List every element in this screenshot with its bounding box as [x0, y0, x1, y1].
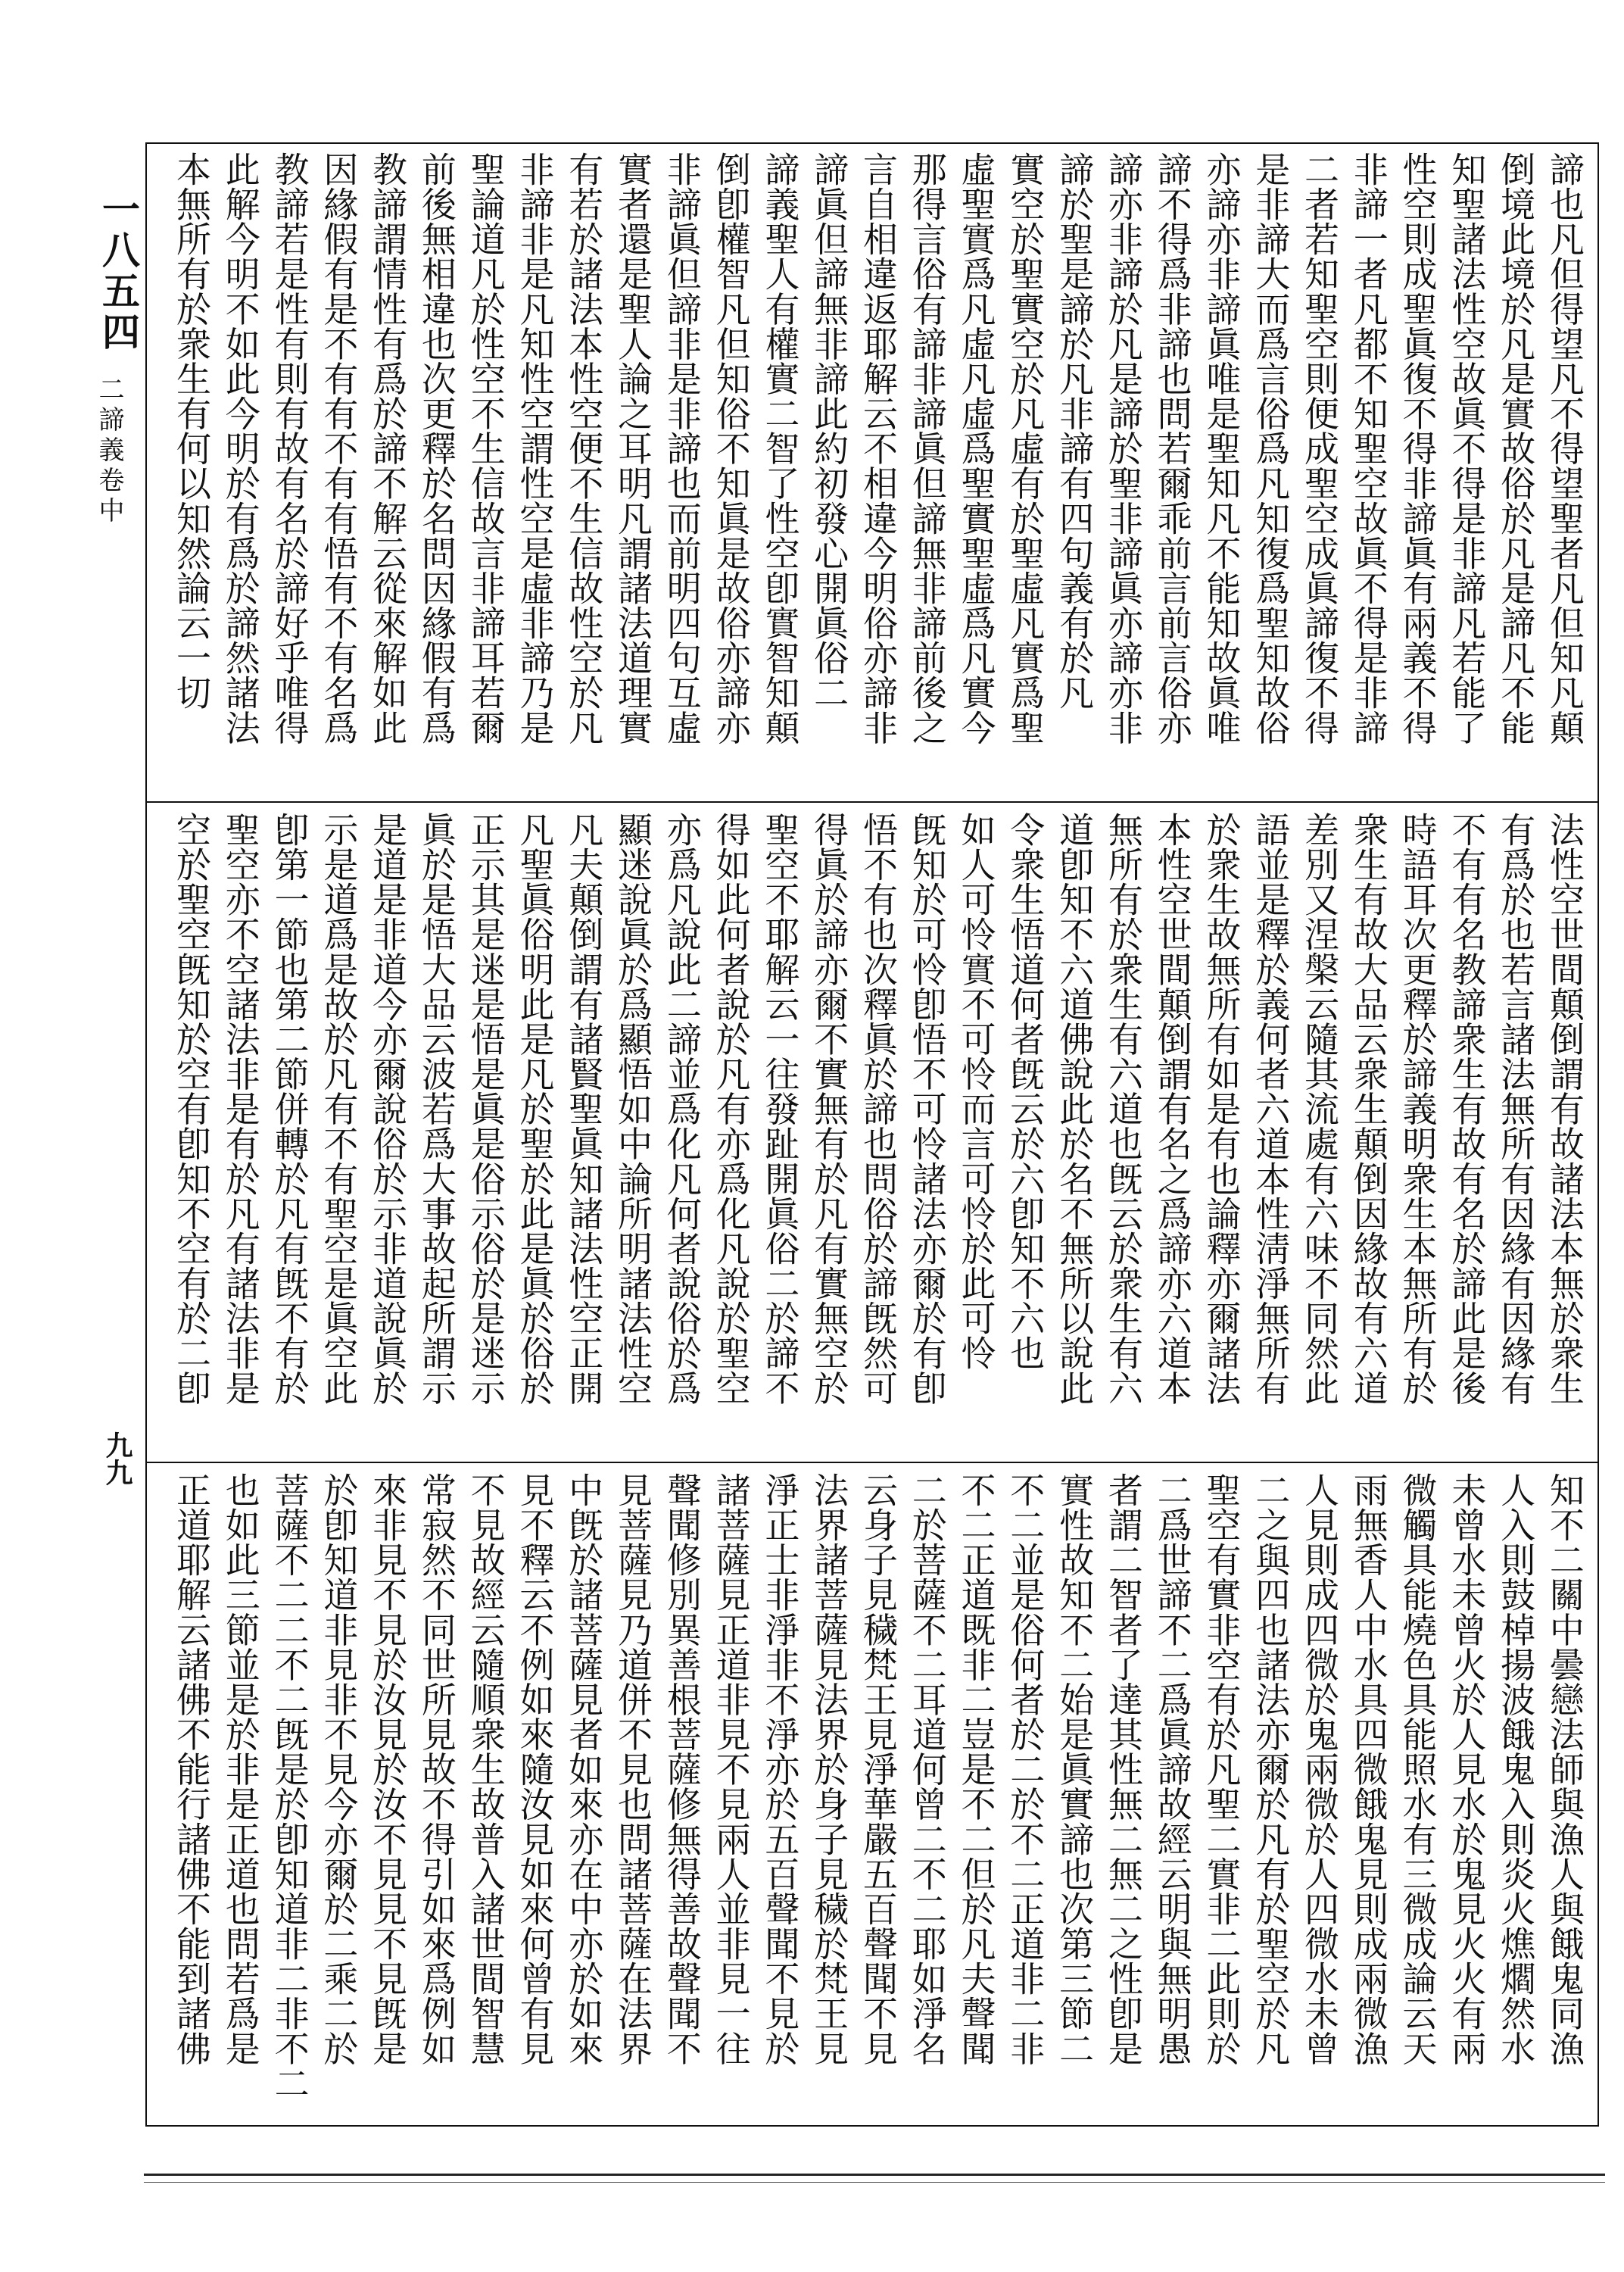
text-column: 那得言俗有諦非諦眞但諦無非諦前後之 — [906, 151, 948, 745]
text-column: 語並是釋於義何者六道本性淸淨無所有 — [1250, 812, 1292, 1406]
text-column: 前後無相違也次更釋於名問因緣假有爲 — [416, 151, 457, 745]
text-column: 微觸具能燒色具能照水有三微成論云天 — [1397, 1472, 1439, 2066]
text-column: 菩薩不二二不二旣是於卽知道非二非不二 — [269, 1472, 310, 2101]
text-column: 也如此三節並是於非是正道也問若爲是 — [220, 1472, 261, 2066]
text-column: 衆生有故大品云衆生顛倒因緣故有六道 — [1348, 812, 1389, 1406]
text-column: 諸菩薩見正道非見不見兩人並非見一往 — [710, 1472, 752, 2066]
text-column: 旣知於可怜卽悟不可怜諸法亦爾於有卽 — [906, 812, 948, 1406]
text-column: 不見故經云隨順衆生故普入諸世間智慧 — [465, 1472, 507, 2066]
text-column: 如人可怜實不可怜而言可怜於此可怜 — [955, 812, 997, 1371]
text-column: 諦眞但諦無非諦此約初發心開眞俗二 — [809, 151, 850, 710]
text-column: 虛聖實爲凡虛凡虛爲聖實聖虛爲凡實今 — [955, 151, 997, 745]
text-column: 聲聞修別異善根菩薩修無得善故聲聞不 — [661, 1472, 703, 2066]
text-column: 不有有名教諦衆生有故有名於諦此是後 — [1446, 812, 1488, 1406]
text-column: 時語耳次更釋於諦義明衆生本無所有於 — [1397, 812, 1439, 1406]
text-column: 是非諦大而爲言俗爲凡知復爲聖知故俗 — [1250, 151, 1292, 745]
text-column: 顯迷說眞於爲顯悟如中論所明諸法性空 — [613, 812, 654, 1406]
text-column: 聖空有實非空有於凡聖二實非二此則於 — [1201, 1472, 1242, 2066]
text-column: 二爲世諦不二爲眞諦故經云明與無明愚 — [1152, 1472, 1193, 2066]
text-column: 令衆生悟道何者旣云於六卽知不六也 — [1005, 812, 1046, 1371]
text-column: 諦不得爲非諦也問若爾乖前言前言俗亦 — [1152, 151, 1193, 745]
text-column: 示是道爲是故於凡有不有聖空是眞空此 — [318, 812, 360, 1406]
text-column: 知聖諸法性空故眞不得是非諦凡若能了 — [1446, 151, 1488, 745]
text-column: 非諦眞但諦非是非諦也而前明四句互虛 — [661, 151, 703, 745]
text-column: 於衆生故無所有如是有也論釋亦爾諸法 — [1201, 812, 1242, 1406]
text-register-bottom — [171, 1472, 1585, 2112]
text-column: 差別又涅槃云隨其流處有六味不同然此 — [1298, 812, 1340, 1406]
text-column: 得眞於諦亦爾不實無有於凡有實無空於 — [809, 812, 850, 1406]
text-column: 見菩薩見乃道併不見也問諸菩薩在法界 — [613, 1472, 654, 2066]
text-column: 本性空世間顛倒謂有名之爲諦亦六道本 — [1152, 812, 1193, 1406]
text-column: 見不釋云不例如來隨汝見如來何曾有見 — [514, 1472, 556, 2066]
text-column: 諦義聖人有權實二智了性空卽實智知顛 — [759, 151, 801, 745]
text-column: 諦亦非諦於凡是諦於聖非諦眞亦諦亦非 — [1102, 151, 1144, 745]
text-column: 非諦非是凡知性空謂性空是虛非諦乃是 — [514, 151, 556, 745]
text-column: 聖空亦不空諸法非是有於凡有諸法非是 — [220, 812, 261, 1406]
register-divider-1 — [145, 801, 1599, 803]
text-column: 卽第一節也第二節併轉於凡有旣不有於 — [269, 812, 310, 1406]
text-register-middle — [171, 812, 1585, 1452]
text-column: 聖論道凡於性空不生信故言非諦耳若爾 — [465, 151, 507, 745]
margin-band — [91, 189, 140, 527]
text-column: 凡夫顛倒謂有諸賢聖眞知諸法性空正開 — [563, 812, 605, 1406]
text-column: 來非見不見於汝見於汝不見見不見旣是 — [367, 1472, 409, 2066]
text-column: 有爲於也若言諸法無所有因緣有因緣有 — [1495, 812, 1537, 1406]
text-column: 諦也凡但得望凡不得望聖者凡但知凡顛 — [1544, 151, 1585, 745]
text-column: 無所有於衆生有六道也旣云於衆生有六 — [1102, 812, 1144, 1406]
text-column: 亦爲凡說此二諦並爲化凡何者說俗於爲 — [661, 812, 703, 1406]
text-column: 道卽知不六道佛說此於名不無所以說此 — [1054, 812, 1096, 1406]
text-column: 法界諸菩薩見法界於身子見穢於梵王見 — [809, 1472, 850, 2066]
text-column: 人見則成四微於鬼兩微於人四微水未曾 — [1298, 1472, 1340, 2066]
text-column: 悟不有也次釋眞於諦也問俗於諦旣然可 — [857, 812, 899, 1406]
text-column: 二於菩薩不二耳道何曾二不二耶如淨名 — [906, 1472, 948, 2066]
text-column: 二者若知聖空則便成聖空成眞諦復不得 — [1298, 151, 1340, 745]
page-number: 一八五四 — [96, 189, 140, 353]
text-column: 因緣假有是不有有不有有悟有不有名爲 — [318, 151, 360, 745]
text-column: 有若於諸法本性空便不生信故性空於凡 — [563, 151, 605, 745]
text-column: 雨無香人中水具四微餓鬼見則成兩微漁 — [1348, 1472, 1389, 2066]
text-column: 本無所有於衆生有何以知然論云一切 — [171, 151, 212, 710]
text-column: 正道耶解云諸佛不能行諸佛不能到諸佛 — [171, 1472, 212, 2066]
text-column: 是道是非道今亦爾說俗於示非道說眞於 — [367, 812, 409, 1406]
register-divider-2 — [145, 1462, 1599, 1463]
text-column: 正示其是迷是悟是眞是俗示俗於是迷示 — [465, 812, 507, 1406]
text-column: 倒境此境於凡是實故俗於凡是諦凡不能 — [1495, 151, 1537, 745]
text-column: 云身子見穢梵王見淨華嚴五百聲聞不見 — [857, 1472, 899, 2066]
text-column: 倒卽權智凡但知俗不知眞是故俗亦諦亦 — [710, 151, 752, 745]
text-column: 言自相違返耶解云不相違今明俗亦諦非 — [857, 151, 899, 745]
text-column: 人入則鼓棹揚波餓鬼入則炎火燋爓然水 — [1495, 1472, 1537, 2066]
text-column: 法性空世間顛倒謂有故諸法本無於衆生 — [1544, 812, 1585, 1406]
text-column: 實性故知不二始是眞實諦也次第三節二 — [1054, 1472, 1096, 2066]
text-column: 者謂二智者了達其性無二無二之性卽是 — [1102, 1472, 1144, 2066]
text-column: 實者還是聖人論之耳明凡謂諸法道理實 — [613, 151, 654, 745]
text-column: 眞於是悟大品云波若爲大事故起所謂示 — [416, 812, 457, 1406]
text-column: 於卽知道非見非不見今亦爾於二乘二於 — [318, 1472, 360, 2066]
text-column: 二之與四也諸法亦爾於凡有於聖空於凡 — [1250, 1472, 1292, 2066]
text-column: 中旣於諸菩薩見者如來亦在中亦於如來 — [563, 1472, 605, 2066]
text-column: 空於聖空旣知於空有卽知不空有於二卽 — [171, 812, 212, 1406]
text-column: 諦於聖是諦於凡非諦有四句義有於凡 — [1054, 151, 1096, 710]
text-column: 亦諦亦非諦眞唯是聖知凡不能知故眞唯 — [1201, 151, 1242, 745]
text-column: 教諦謂情性有爲於諦不解云從來解如此 — [367, 151, 409, 745]
text-column: 教諦若是性有則有故有名於諦好乎唯得 — [269, 151, 310, 745]
text-column: 此解今明不如此今明於有爲於諦然諸法 — [220, 151, 261, 745]
text-column: 性空則成聖眞復不得非諦眞有兩義不得 — [1397, 151, 1439, 745]
text-column: 知不二關中曇戀法師與漁人與餓鬼同漁 — [1544, 1472, 1585, 2066]
text-column: 常寂然不同世所見故不得引如來爲例如 — [416, 1472, 457, 2066]
text-column: 非諦一者凡都不知聖空故眞不得是非諦 — [1348, 151, 1389, 745]
text-column: 未曾水未曾火於人見水於鬼見火火有兩 — [1446, 1472, 1488, 2066]
text-column: 淨正士非淨非不淨亦於五百聲聞不見於 — [759, 1472, 801, 2066]
bottom-rules — [144, 2174, 1605, 2183]
text-column: 聖空不耶解云一往發趾開眞俗二於諦不 — [759, 812, 801, 1406]
text-column: 實空於聖實空於凡虛有於聖虛凡實爲聖 — [1005, 151, 1046, 745]
text-column: 得如此何者說於凡有亦爲化凡說於聖空 — [710, 812, 752, 1406]
text-column: 不二並是俗何者於二於不二正道非二非 — [1005, 1472, 1046, 2066]
text-column: 不二正道既非二豈是不二但於凡夫聲聞 — [955, 1472, 997, 2066]
volume-title: 二諦義卷中 — [94, 376, 124, 527]
text-column: 凡聖眞俗明此是凡於聖於此是眞於俗於 — [514, 812, 556, 1406]
text-register-top — [171, 151, 1585, 791]
leaf-number: 九九 — [101, 1431, 133, 1486]
